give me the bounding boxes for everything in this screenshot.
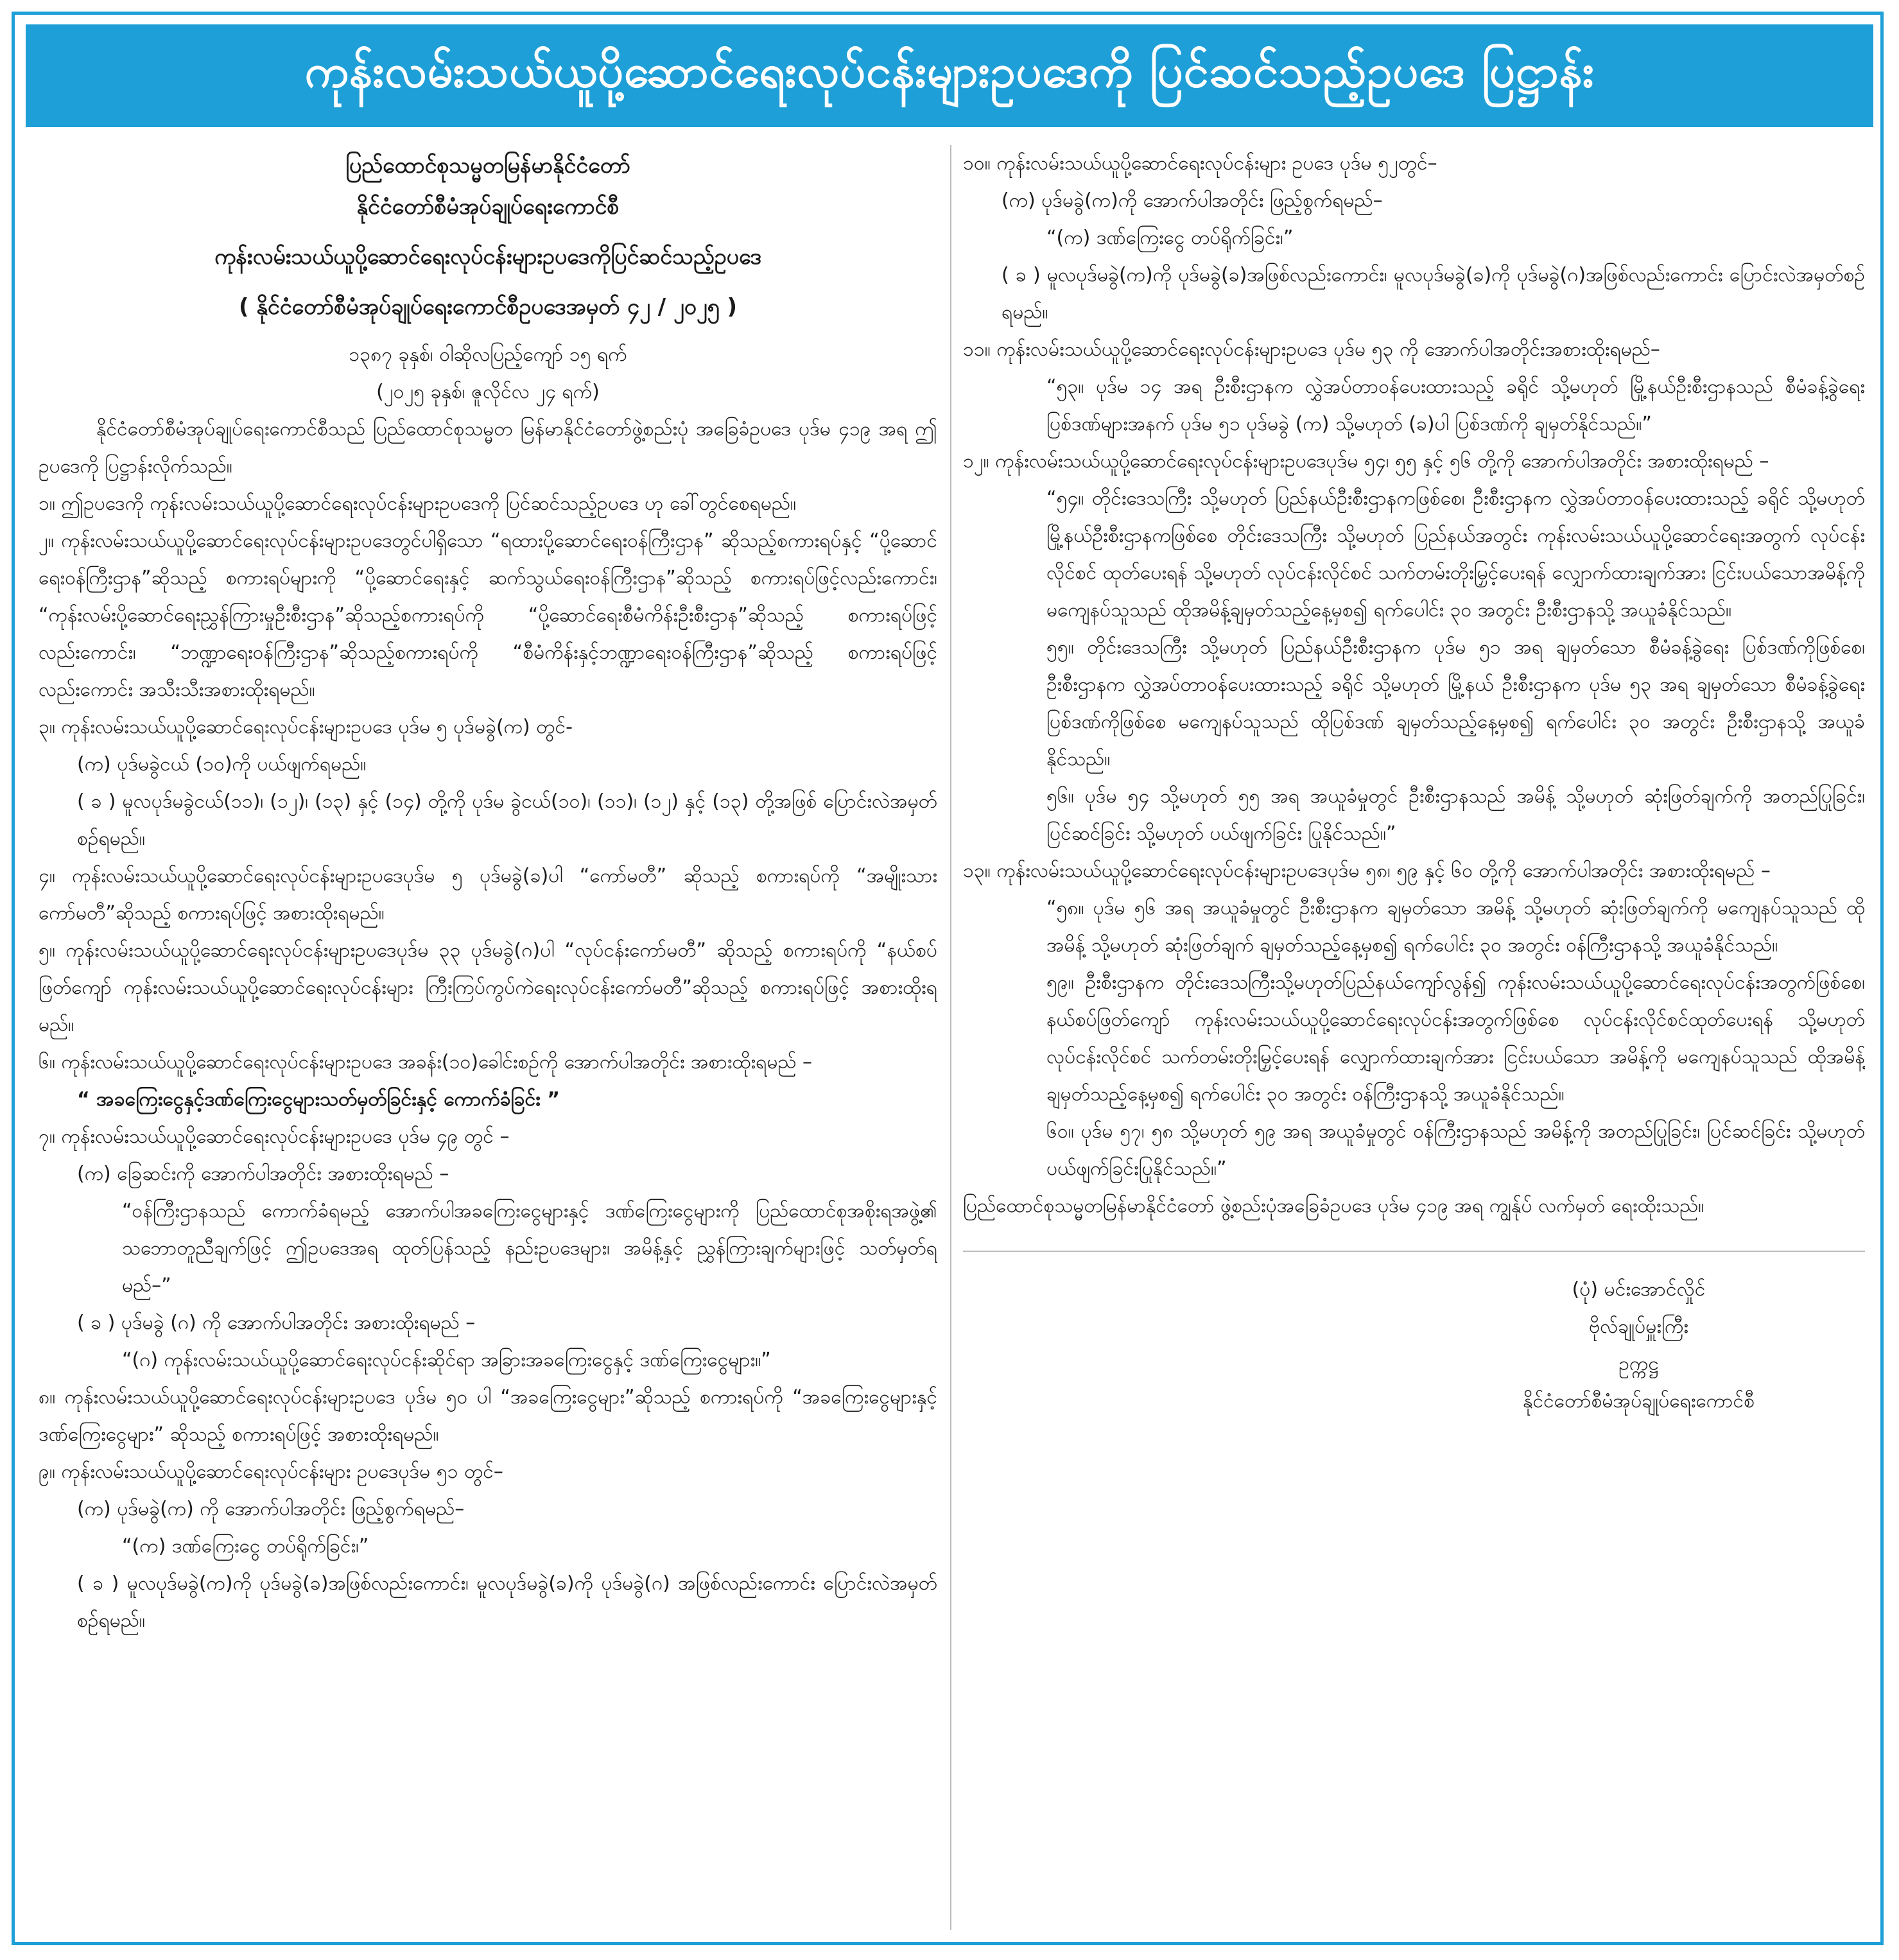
section-3: ၃။ ကုန်းလမ်းသယ်ယူပို့ဆောင်ရေးလုပ်ငန်းများဥပဒေ ပုဒ်မ ၅ ပုဒ်မခွဲ(က) တွင်-: [39, 716, 573, 738]
title-banner: [26, 24, 1873, 127]
section-13-59: ၅၉။ ဦးစီးဌာနက တိုင်းဒေသကြီးသို့မဟုတ်ပြည်နယ်ကျော်လွန်၍ ကုန်းလမ်းသယ်ယူပို့ဆောင်ရေးလုပ်ငန်းအတွက်ဖြစ်စေ၊ နယ်စပ်ဖြတ်ကျော် ကုန်းလမ်းသယ်ယူပို့ဆောင်ရေးလုပ်ငန်းအတွက်ဖြစ်စေ လုပ်ငန်းလိုင်စင်ထုတ်ပေးရန် သို့မဟုတ် လုပ်ငန်းလိုင်စင် သက်တမ်းတိုးမြှင့်ပေးရန် လျှောက်ထားချက်အား ငြင်းပယ်သော အမိန့်ကို မကျေနပ်သူသည် ထိုအမိန့်ချမှတ်သည့်နေ့မှစ၍ ရက်ပေါင်း ၃၀ အတွင်း ဝန်ကြီးဌာနသို့ အယူခံနိုင်သည်။: [1046, 971, 1865, 1106]
preamble: နိုင်ငံတော်စီမံအုပ်ချုပ်ရေးကောင်စီသည် ပြည်ထောင်စုသမ္မတ မြန်မာနိုင်ငံတော်ဖွဲ့စည်းပုံ အခြေခံဥပဒေ ပုဒ်မ ၄၁၉ အရ ဤဥပဒေကို ပြဋ္ဌာန်းလိုက်သည်။: [39, 418, 937, 478]
section-3a: (က) ပုဒ်မခွဲငယ် (၁၀)ကို ပယ်ဖျက်ရမည်။: [77, 753, 367, 776]
section-10b: ( ခ ) မူလပုဒ်မခွဲ(က)ကို ပုဒ်မခွဲ(ခ)အဖြစ်လည်းကောင်း၊ မူလပုဒ်မခွဲ(ခ)ကို ပုဒ်မခွဲ(ဂ)အဖြစ်လည်းကောင်း ပြောင်းလဲအမှတ်စဉ်ရမည်။: [1002, 264, 1865, 324]
section-12-55: ၅၅။ တိုင်းဒေသကြီး သို့မဟုတ် ပြည်နယ်ဦးစီးဌာနက ပုဒ်မ ၅၁ အရ ချမှတ်သော စီမံခန့်ခွဲရေး ပြစ်ဒဏ်ကိုဖြစ်စေ၊ ဦးစီးဌာနက လွှဲအပ်တာဝန်ပေးထားသည့် ခရိုင် သို့မဟုတ် မြို့နယ် ဦးစီးဌာနက ပုဒ်မ ၅၃ အရ ချမှတ်သော စီမံခန့်ခွဲရေး ပြစ်ဒဏ်ကိုဖြစ်စေ မကျေနပ်သူသည် ထိုပြစ်ဒဏ် ချမှတ်သည့်နေ့မှစ၍ ရက်ပေါင်း ၃၀ အတွင်း ဦးစီးဌာနသို့ အယူခံနိုင်သည်။: [1046, 636, 1865, 770]
signature-divider: [963, 1251, 1865, 1252]
section-8: ၈။ ကုန်းလမ်းသယ်ယူပို့ဆောင်ရေးလုပ်ငန်းများဥပဒေ ပုဒ်မ ၅၀ ပါ “အခကြေးငွေများ”ဆိုသည့် စကားရပ်ကို “အခကြေးငွေများနှင့် ဒဏ်ကြေးငွေများ” ဆိုသည့် စကားရပ်ဖြင့် အစားထိုးရမည်။: [39, 1386, 937, 1446]
section-10a-quote: “(က) ဒဏ်ကြေးငွေ တပ်ရိုက်ခြင်း၊”: [1046, 227, 1294, 249]
section-5: ၅။ ကုန်းလမ်းသယ်ယူပို့ဆောင်ရေးလုပ်ငန်းများဥပဒေပုဒ်မ ၃၃ ပုဒ်မခွဲ(ဂ)ပါ “လုပ်ငန်းကော်မတီ” ဆိုသည့် စကားရပ်ကို “နယ်စပ်ဖြတ်ကျော် ကုန်းလမ်းသယ်ယူပို့ဆောင်ရေးလုပ်ငန်းများ ကြီးကြပ်ကွပ်ကဲရေးလုပ်ငန်းကော်မတီ”ဆိုသည့် စကားရပ်ဖြင့် အစားထိုးရမည်။: [39, 939, 937, 1036]
section-9: ၉။ ကုန်းလမ်းသယ်ယူပို့ဆောင်ရေးလုပ်ငန်းများ ဥပဒေပုဒ်မ ၅၁ တွင်–: [39, 1461, 503, 1483]
section-6: ၆။ ကုန်းလမ်းသယ်ယူပို့ဆောင်ရေးလုပ်ငန်းများဥပဒေ အခန်း(၁၀)ခေါင်းစဉ်ကို အောက်ပါအတိုင်း အစားထိုးရမည် –: [39, 1051, 812, 1073]
section-11-quote: “၅၃။ ပုဒ်မ ၁၄ အရ ဦးစီးဌာနက လွှဲအပ်တာဝန်ပေးထားသည့် ခရိုင် သို့မဟုတ် မြို့နယ်ဦးစီးဌာနသည် စီမံခန့်ခွဲရေး ပြစ်ဒဏ်များအနက် ပုဒ်မ ၅၁ ပုဒ်မခွဲ (က) သို့မဟုတ် (ခ)ပါ ပြစ်ဒဏ်ကို ချမှတ်နိုင်သည်။”: [1046, 376, 1865, 435]
section-9a-quote: “(က) ဒဏ်ကြေးငွေ တပ်ရိုက်ခြင်း၊”: [122, 1535, 369, 1557]
section-10: ၁၀။ ကုန်းလမ်းသယ်ယူပို့ဆောင်ရေးလုပ်ငန်းများ ဥပဒေ ပုဒ်မ ၅၂တွင်–: [963, 152, 1437, 175]
section-9b: ( ခ ) မူလပုဒ်မခွဲ(က)ကို ပုဒ်မခွဲ(ခ)အဖြစ်လည်းကောင်း၊ မူလပုဒ်မခွဲ(ခ)ကို ပုဒ်မခွဲ(ဂ) အဖြစ်လည်းကောင်း ပြောင်းလဲအမှတ်စဉ်ရမည်။: [77, 1572, 937, 1632]
section-7b-quote: “(ဂ) ကုန်းလမ်းသယ်ယူပို့ဆောင်ရေးလုပ်ငန်းဆိုင်ရာ အခြားအခကြေးငွေနှင့် ဒဏ်ကြေးငွေများ။”: [122, 1349, 771, 1371]
signatory-role: ဥက္ကဋ္ဌ: [1618, 1353, 1659, 1375]
signatory-rank: ဗိုလ်ချုပ်မှူးကြီး: [1588, 1315, 1689, 1338]
section-9a: (က) ပုဒ်မခွဲ(က) ကို အောက်ပါအတိုင်း ဖြည့်စွက်ရမည်–: [77, 1498, 465, 1520]
right-column: [963, 145, 1865, 1943]
council-name: နိုင်ငံတော်စီမံအုပ်ချုပ်ရေးကောင်စီ: [356, 194, 620, 220]
signature-block: [1412, 1271, 1865, 1420]
section-11: ၁၁။ ကုန်းလမ်းသယ်ယူပို့ဆောင်ရေးလုပ်ငန်းများဥပဒေ ပုဒ်မ ၅၃ ကို အောက်ပါအတိုင်းအစားထိုးရမည်–: [963, 338, 1660, 361]
date-gregorian: (၂၀၂၅ ခုနှစ်၊ ဇူလိုင်လ ၂၄ ရက်): [376, 381, 600, 403]
signatory-name: (ပုံ) မင်းအောင်လှိုင်: [1572, 1278, 1706, 1301]
banner-title: ကုန်းလမ်းသယ်ယူပို့ဆောင်ရေးလုပ်ငန်းများဥပဒေကို ပြင်ဆင်သည့်ဥပဒေ ပြဋ္ဌာန်း: [304, 44, 1595, 98]
section-7a: (က) ခြေဆင်းကို အောက်ပါအတိုင်း အစားထိုးရမည် –: [77, 1163, 449, 1185]
section-4: ၄။ ကုန်းလမ်းသယ်ယူပို့ဆောင်ရေးလုပ်ငန်းများဥပဒေပုဒ်မ ၅ ပုဒ်မခွဲ(ခ)ပါ “ကော်မတီ” ဆိုသည့် စကားရပ်ကို “အမျိုးသားကော်မတီ”ဆိုသည့် စကားရပ်ဖြင့် အစားထိုးရမည်။: [39, 865, 937, 924]
section-12-54: “၅၄။ တိုင်းဒေသကြီး သို့မဟုတ် ပြည်နယ်ဦးစီးဌာနကဖြစ်စေ၊ ဦးစီးဌာနက လွှဲအပ်တာဝန်ပေးထားသည့် ခရိုင် သို့မဟုတ် မြို့နယ်ဦးစီးဌာနကဖြစ်စေ တိုင်းဒေသကြီး သို့မဟုတ် ပြည်နယ်အတွင်း ကုန်းလမ်းသယ်ယူပို့ဆောင်ရေးအတွက် လုပ်ငန်းလိုင်စင် ထုတ်ပေးရန် သို့မဟုတ် လုပ်ငန်းလိုင်စင် သက်တမ်းတိုးမြှင့်ပေးရန် လျှောက်ထားချက်အား ငြင်းပယ်သောအမိန့်ကို မကျေနပ်သူသည် ထိုအမိန့်ချမှတ်သည့်နေ့မှစ၍ ရက်ပေါင်း ၃၀ အတွင်း ဦးစီးဌာနသို့ အယူခံနိုင်သည်။: [1046, 487, 1865, 621]
law-title: ကုန်းလမ်းသယ်ယူပို့ဆောင်ရေးလုပ်ငန်းများဥပဒေကိုပြင်ဆင်သည့်ဥပဒေ: [214, 244, 761, 270]
closing-statement: ပြည်ထောင်စုသမ္မတမြန်မာနိုင်ငံတော် ဖွဲ့စည်းပုံအခြေခံဥပဒေ ပုဒ်မ ၄၁၉ အရ ကျွန်ုပ် လက်မှတ် ရေးထိုးသည်။: [963, 1195, 1704, 1217]
section-13-58: “၅၈။ ပုဒ်မ ၅၆ အရ အယူခံမှုတွင် ဦးစီးဌာနက ချမှတ်သော အမိန့် သို့မဟုတ် ဆုံးဖြတ်ချက်ကို မကျေနပ်သူသည် ထိုအမိန့် သို့မဟုတ် ဆုံးဖြတ်ချက် ချမှတ်သည့်နေ့မှစ၍ ရက်ပေါင်း ၃၀ အတွင်း ဝန်ကြီးဌာနသို့ အယူခံနိုင်သည်။: [1046, 897, 1865, 957]
state-name: ပြည်ထောင်စုသမ္မတမြန်မာနိုင်ငံတော်: [345, 153, 630, 178]
section-12-56: ၅၆။ ပုဒ်မ ၅၄ သို့မဟုတ် ၅၅ အရ အယူခံမှုတွင် ဦးစီးဌာနသည် အမိန့် သို့မဟုတ် ဆုံးဖြတ်ချက်ကို အတည်ပြုခြင်း၊ ပြင်ဆင်ခြင်း သို့မဟုတ် ပယ်ဖျက်ခြင်း ပြုနိုင်သည်။”: [1046, 785, 1865, 845]
date-myanmar: ၁၃၈၇ ခုနှစ်၊ ဝါဆိုလပြည့်ကျော် ၁၅ ရက်: [349, 343, 627, 366]
section-7a-quote: “ဝန်ကြီးဌာနသည် ကောက်ခံရမည့် အောက်ပါအခကြေးငွေများနှင့် ဒဏ်ကြေးငွေများကို ပြည်ထောင်စုအစိုးရအဖွဲ့၏ သဘောတူညီချက်ဖြင့် ဤဥပဒေအရ ထုတ်ပြန်သည့် နည်းဥပဒေများ၊ အမိန့်နှင့် ညွှန်ကြားချက်များဖြင့် သတ်မှတ်ရမည်–”: [122, 1200, 937, 1297]
section-3b: ( ခ ) မူလပုဒ်မခွဲငယ်(၁၁)၊ (၁၂)၊ (၁၃) နှင့် (၁၄) တို့ကို ပုဒ်မ ခွဲငယ်(၁၀)၊ (၁၁)၊ (၁၂) နှင့် (၁၃) တို့အဖြစ် ပြောင်းလဲအမှတ်စဉ်ရမည်။: [77, 790, 937, 850]
signatory-body: နိုင်ငံတော်စီမံအုပ်ချုပ်ရေးကောင်စီ: [1523, 1390, 1755, 1412]
section-13-60: ၆၀။ ပုဒ်မ ၅၇၊ ၅၈ သို့မဟုတ် ၅၉ အရ အယူခံမှုတွင် ဝန်ကြီးဌာနသည် အမိန့်ကို အတည်ပြုခြင်း၊ ပြင်ဆင်ခြင်း သို့မဟုတ် ပယ်ဖျက်ခြင်းပြုနိုင်သည်။”: [1046, 1120, 1865, 1180]
section-7: ၇။ ကုန်းလမ်းသယ်ယူပို့ဆောင်ရေးလုပ်ငန်းများဥပဒေ ပုဒ်မ ၄၉ တွင် –: [39, 1125, 510, 1148]
law-number: ( နိုင်ငံတော်စီမံအုပ်ချုပ်ရေးကောင်စီဥပဒေအမှတ် ၄၂ / ၂၀၂၅ ): [238, 294, 738, 320]
section-6-heading: “ အခကြေးငွေနှင့်ဒဏ်ကြေးငွေများသတ်မှတ်ခြင်းနှင့် ကောက်ခံခြင်း ”: [77, 1088, 560, 1111]
section-1: ၁။ ဤဥပဒေကို ကုန်းလမ်းသယ်ယူပို့ဆောင်ရေးလုပ်ငန်းများဥပဒေကို ပြင်ဆင်သည့်ဥပဒေ ဟု ခေါ်တွင်စေရမည်။: [39, 492, 797, 515]
section-12: ၁၂။ ကုန်းလမ်းသယ်ယူပို့ဆောင်ရေးလုပ်ငန်းများဥပဒေပုဒ်မ ၅၄၊ ၅၅ နှင့် ၅၆ တို့ကို အောက်ပါအတိုင်း အစားထိုးရမည် –: [963, 450, 1769, 473]
section-7b: ( ခ ) ပုဒ်မခွဲ (ဂ) ကို အောက်ပါအတိုင်း အစားထိုးရမည် –: [77, 1312, 476, 1334]
left-column: [39, 145, 937, 1943]
column-divider: [950, 145, 951, 1930]
section-13: ၁၃။ ကုန်းလမ်းသယ်ယူပို့ဆောင်ရေးလုပ်ငန်းများဥပဒေပုဒ်မ ၅၈၊ ၅၉ နှင့် ၆၀ တို့ကို အောက်ပါအတိုင်း အစားထိုးရမည် –: [963, 860, 1771, 882]
section-10a: (က) ပုဒ်မခွဲ(က)ကို အောက်ပါအတိုင်း ဖြည့်စွက်ရမည်–: [1002, 189, 1383, 212]
section-2: ၂။ ကုန်းလမ်းသယ်ယူပို့ဆောင်ရေးလုပ်ငန်းများဥပဒေတွင်ပါရှိသော “ရထားပို့ဆောင်ရေးဝန်ကြီးဌာန” ဆိုသည့်စကားရပ်နှင့် “ပို့ဆောင်ရေးဝန်ကြီးဌာန”ဆိုသည့် စကားရပ်များကို “ပို့ဆောင်ရေးနှင့် ဆက်သွယ်ရေးဝန်ကြီးဌာန”ဆိုသည့် စကားရပ်ဖြင့်လည်းကောင်း၊ “ကုန်းလမ်းပို့ဆောင်ရေးညွှန်ကြားမှုဦးစီးဌာန”ဆိုသည့်စကားရပ်ကို “ပို့ဆောင်ရေးစီမံကိန်းဦးစီးဌာန”ဆိုသည့် စကားရပ်ဖြင့်လည်းကောင်း၊ “ဘဏ္ဍာရေးဝန်ကြီးဌာန”ဆိုသည့်စကားရပ်ကို “စီမံကိန်းနှင့်ဘဏ္ဍာရေးဝန်ကြီးဌာန”ဆိုသည့် စကားရပ်ဖြင့်လည်းကောင်း အသီးသီးအစားထိုးရမည်။: [39, 530, 937, 701]
